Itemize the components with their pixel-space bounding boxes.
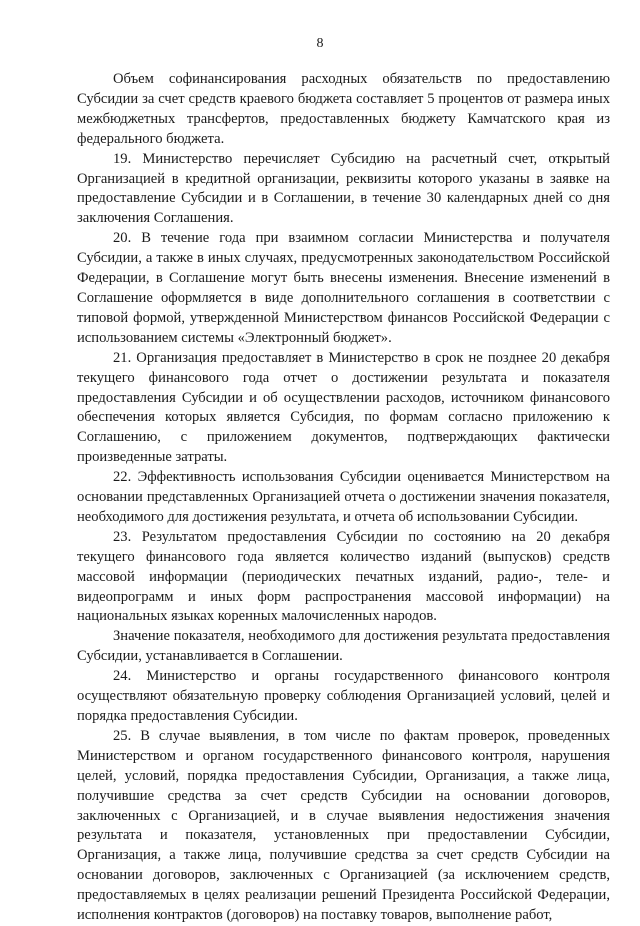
paragraph-23: 23. Результатом предоставления Субсидии по состоянию на 20 декабря текущего финансового года является количество изданий (выпусков) средств массовой информации (периодических печатных изданий, радио-, теле- и видеопрограмм и иных форм распространения массовой информации) на национальных языках коренных малочисленных народов.: [77, 528, 610, 625]
paragraph-25: 25. В случае выявления, в том числе по фактам проверок, проведенных Министерством и органом государственного финансового контроля, нарушения целей, условий, порядка предоставления Субсидии, Организация, а также лица, получившие средства за счет средств Субсидии на основании договоров, заключенных с Организацией, и в случае выявления недостижения значения результата и показателя, установленных при предоставлении Субсидии, Организация, а также лица, получившие средства за счет средств Субсидии на основании договоров, заключенных с Организацией (за исключением средств, предоставляемых в целях реализации решений Президента Российской Федерации, исполнения контрактов (договоров) на поставку товаров, выполнение работ,: [77, 727, 610, 924]
paragraph-19: 19. Министерство перечисляет Субсидию на расчетный счет, открытый Организацией в кредитной организации, реквизиты которого указаны в заявке на предоставление Субсидии и в Соглашении, в течение 30 календарных дней со дня заключения Соглашения.: [77, 150, 610, 227]
paragraph-indicator-value: Значение показателя, необходимого для достижения результата предоставления Субсидии, устанавливается в Соглашении.: [77, 628, 610, 665]
paragraph-24: 24. Министерство и органы государственного финансового контроля осуществляют обязательную проверку соблюдения Организацией условий, целей и порядка предоставления Субсидии.: [77, 668, 610, 724]
document-body: [77, 70, 610, 926]
paragraph-cofinancing: Объем софинансирования расходных обязательств по предоставлению Субсидии за счет средств краевого бюджета составляет 5 процентов от размера иных межбюджетных трансфертов, предоставленных бюджету Камчатского края из федерального бюджета.: [77, 71, 610, 147]
page-number: 8: [316, 36, 324, 51]
paragraph-20: 20. В течение года при взаимном согласии Министерства и получателя Субсидии, а также в иных случаях, предусмотренных законодательством Российской Федерации, в Соглашение могут быть внесены изменения. Внесение изменений в Соглашение оформляется в виде дополнительного соглашения в соответствии с типовой формой, утвержденной Министерством финансов Российской Федерации с использованием системы «Электронный бюджет».: [77, 230, 610, 346]
paragraph-22: 22. Эффективность использования Субсидии оценивается Министерством на основании представленных Организацией отчета о достижении значения показателя, необходимого для достижения результата, и отчета об использовании Субсидии.: [77, 469, 610, 525]
paragraph-21: 21. Организация предоставляет в Министерство в срок не позднее 20 декабря текущего финансового года отчет о достижении результата и показателя предоставления Субсидии и об осуществлении расходов, источником финансового обеспечения которых является Субсидия, по формам согласно приложению к Соглашению, с приложением документов, подтверждающих фактически произведенные затраты.: [77, 349, 610, 466]
